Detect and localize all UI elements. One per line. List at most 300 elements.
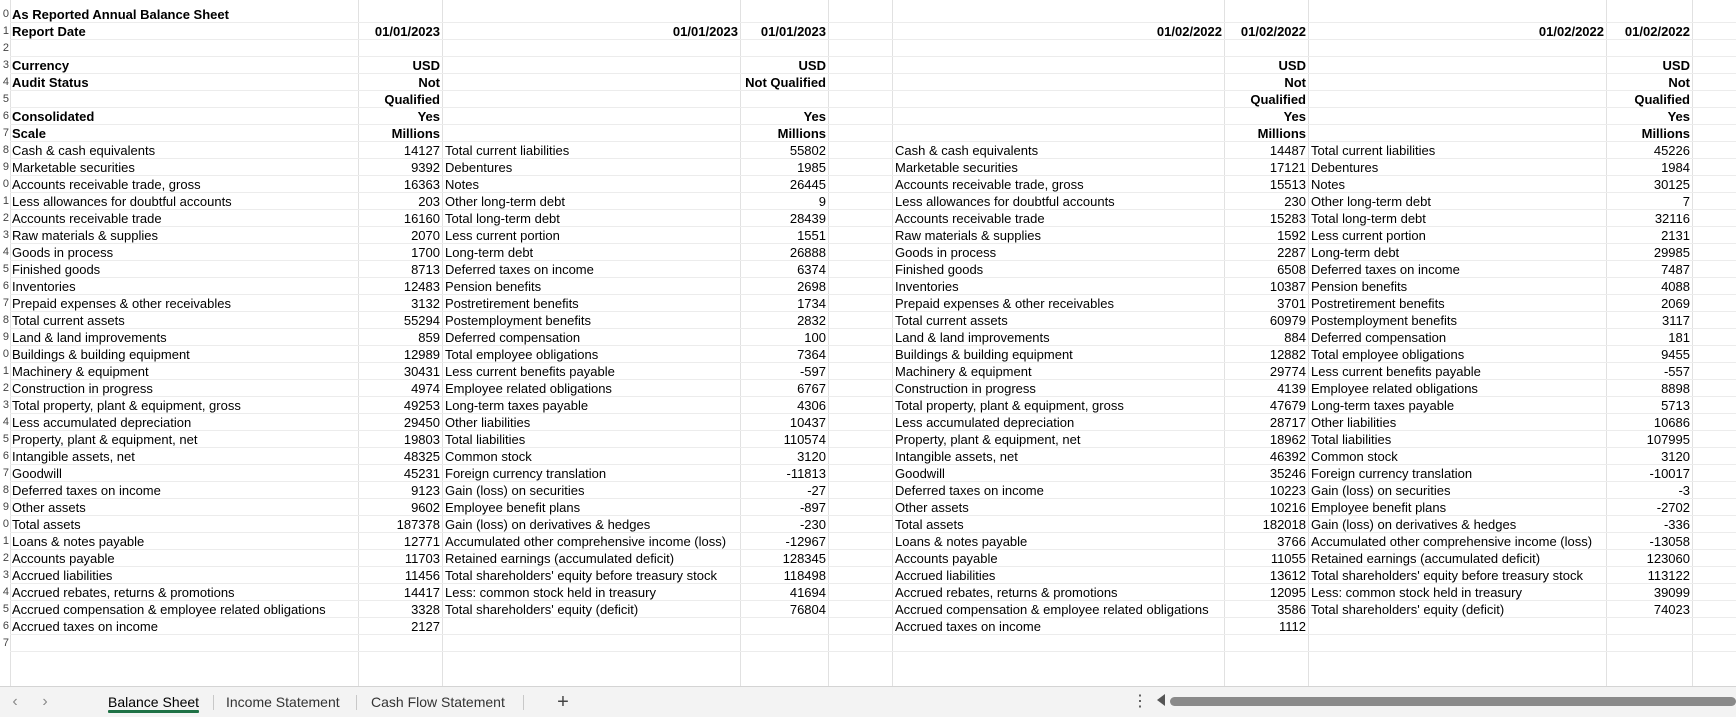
consolidated-2022-a[interactable]: Yes — [1283, 109, 1306, 124]
row-number[interactable]: 9 — [2, 161, 9, 173]
asset-value-2022-cell[interactable]: 29774 — [1269, 364, 1306, 379]
liability-value-2022-cell[interactable]: 30125 — [1653, 177, 1690, 192]
liability-label-2022-cell[interactable]: Employee benefit plans — [1311, 500, 1447, 515]
asset-value-2023-cell[interactable]: 16160 — [403, 211, 440, 226]
liability-label-cell[interactable]: Common stock — [445, 449, 532, 464]
liability-value-2023-cell[interactable]: 10437 — [789, 415, 826, 430]
asset-label-cell[interactable]: Raw materials & supplies — [12, 228, 158, 243]
asset-value-2022-cell[interactable]: 2287 — [1277, 245, 1306, 260]
liability-label-2022-cell[interactable]: Foreign currency translation — [1311, 466, 1473, 481]
asset-label-2022-cell[interactable]: Property, plant & equipment, net — [895, 432, 1081, 447]
asset-label-2022-cell[interactable]: Inventories — [895, 279, 959, 294]
asset-label-cell[interactable]: Construction in progress — [12, 381, 153, 396]
scale-2022-a[interactable]: Millions — [1257, 126, 1306, 141]
asset-value-2022-cell[interactable]: 14487 — [1269, 143, 1306, 158]
liability-label-2022-cell[interactable]: Gain (loss) on securities — [1311, 483, 1451, 498]
row-number[interactable]: 8 — [2, 484, 9, 496]
asset-value-2023-cell[interactable]: 19803 — [403, 432, 440, 447]
asset-label-2022-cell[interactable]: Accrued taxes on income — [895, 619, 1041, 634]
liability-label-cell[interactable]: Employee benefit plans — [445, 500, 581, 515]
currency-2022-b[interactable]: USD — [1662, 58, 1690, 73]
asset-label-2022-cell[interactable]: Finished goods — [895, 262, 984, 277]
liability-value-2022-cell[interactable]: 45226 — [1653, 143, 1690, 158]
liability-label-cell[interactable]: Less: common stock held in treasury — [445, 585, 656, 600]
asset-value-2023-cell[interactable]: 48325 — [403, 449, 440, 464]
liability-value-2023-cell[interactable]: 76804 — [789, 602, 826, 617]
row-number[interactable]: 2 — [2, 212, 9, 224]
audit-2023-b[interactable]: Not Qualified — [745, 75, 826, 90]
liability-label-2022-cell[interactable]: Other liabilities — [1311, 415, 1397, 430]
liability-label-cell[interactable]: Retained earnings (accumulated deficit) — [445, 551, 675, 566]
liability-value-2023-cell[interactable]: 41694 — [789, 585, 826, 600]
liability-value-2023-cell[interactable]: 6767 — [797, 381, 826, 396]
liability-label-cell[interactable]: Notes — [445, 177, 479, 192]
asset-label-2022-cell[interactable]: Prepaid expenses & other receivables — [895, 296, 1114, 311]
asset-value-2023-cell[interactable]: 30431 — [403, 364, 440, 379]
scroll-left-icon[interactable] — [1157, 694, 1165, 706]
liability-value-2023-cell[interactable]: 1734 — [797, 296, 826, 311]
row-number[interactable]: 1 — [2, 195, 9, 207]
row-number[interactable]: 5 — [2, 263, 9, 275]
asset-label-cell[interactable]: Loans & notes payable — [12, 534, 145, 549]
row-number[interactable]: 9 — [2, 331, 9, 343]
asset-value-2022-cell[interactable]: 3701 — [1277, 296, 1306, 311]
row-number[interactable]: 7 — [2, 297, 9, 309]
liability-label-2022-cell[interactable]: Less: common stock held in treasury — [1311, 585, 1522, 600]
liability-value-2023-cell[interactable]: 26888 — [789, 245, 826, 260]
consolidated-2022-b[interactable]: Yes — [1667, 109, 1690, 124]
asset-value-2023-cell[interactable]: 4974 — [411, 381, 440, 396]
scale-2022-b[interactable]: Millions — [1641, 126, 1690, 141]
liability-value-2023-cell[interactable]: 128345 — [782, 551, 826, 566]
row-number[interactable]: 2 — [2, 42, 9, 54]
row-number[interactable]: 5 — [2, 93, 9, 105]
asset-label-2022-cell[interactable]: Less allowances for doubtful accounts — [895, 194, 1115, 209]
asset-label-cell[interactable]: Accrued compensation & employee related obligations — [12, 602, 326, 617]
asset-value-2023-cell[interactable]: 11703 — [404, 551, 440, 566]
asset-value-2023-cell[interactable]: 859 — [418, 330, 440, 345]
audit-2022-a-not[interactable]: Not — [1284, 75, 1306, 90]
liability-label-cell[interactable]: Deferred compensation — [445, 330, 581, 345]
date-2022-col3[interactable]: 01/02/2022 — [1538, 24, 1604, 39]
row-number[interactable]: 5 — [2, 433, 9, 445]
asset-label-2022-cell[interactable]: Goodwill — [895, 466, 945, 481]
asset-label-2022-cell[interactable]: Marketable securities — [895, 160, 1018, 175]
asset-value-2022-cell[interactable]: 6508 — [1277, 262, 1306, 277]
asset-label-2022-cell[interactable]: Deferred taxes on income — [895, 483, 1044, 498]
asset-label-cell[interactable]: Buildings & building equipment — [12, 347, 190, 362]
add-sheet-button[interactable]: + — [557, 691, 569, 713]
date-2023-col3[interactable]: 01/01/2023 — [760, 24, 826, 39]
liability-value-2022-cell[interactable]: -10017 — [1649, 466, 1690, 481]
liability-value-2022-cell[interactable]: 9455 — [1661, 347, 1690, 362]
row-number[interactable]: 0 — [2, 8, 9, 20]
row-number[interactable]: 1 — [2, 25, 9, 37]
asset-label-cell[interactable]: Less allowances for doubtful accounts — [12, 194, 232, 209]
asset-label-cell[interactable]: Inventories — [12, 279, 76, 294]
liability-value-2022-cell[interactable]: 107995 — [1646, 432, 1690, 447]
liability-value-2022-cell[interactable]: 123060 — [1646, 551, 1690, 566]
liability-label-cell[interactable]: Total shareholders' equity before treasury stock — [445, 568, 718, 583]
asset-label-2022-cell[interactable]: Intangible assets, net — [895, 449, 1018, 464]
asset-label-cell[interactable]: Total current assets — [12, 313, 125, 328]
asset-value-2023-cell[interactable]: 11456 — [404, 568, 440, 583]
row-number[interactable]: 3 — [2, 399, 9, 411]
liability-label-cell[interactable]: Long-term debt — [445, 245, 534, 260]
scale-2023-a[interactable]: Millions — [391, 126, 440, 141]
asset-value-2022-cell[interactable]: 15283 — [1269, 211, 1306, 226]
liability-label-cell[interactable]: Total long-term debt — [445, 211, 560, 226]
asset-value-2023-cell[interactable]: 8713 — [411, 262, 440, 277]
liability-value-2023-cell[interactable]: 6374 — [797, 262, 826, 277]
date-2023-col1[interactable]: 01/01/2023 — [374, 24, 440, 39]
liability-value-2023-cell[interactable]: 118498 — [783, 568, 826, 583]
asset-value-2022-cell[interactable]: 12095 — [1269, 585, 1306, 600]
asset-label-cell[interactable]: Land & land improvements — [12, 330, 167, 345]
liability-value-2023-cell[interactable]: -597 — [799, 364, 826, 379]
liability-label-2022-cell[interactable]: Less current portion — [1311, 228, 1426, 243]
asset-label-cell[interactable]: Total assets — [12, 517, 81, 532]
liability-label-cell[interactable]: Other liabilities — [445, 415, 531, 430]
asset-value-2022-cell[interactable]: 46392 — [1269, 449, 1306, 464]
asset-label-2022-cell[interactable]: Goods in process — [895, 245, 997, 260]
liability-label-cell[interactable]: Postretirement benefits — [445, 296, 579, 311]
asset-label-cell[interactable]: Property, plant & equipment, net — [12, 432, 198, 447]
date-2022-col1[interactable]: 01/02/2022 — [1156, 24, 1222, 39]
liability-value-2022-cell[interactable]: 2131 — [1661, 228, 1690, 243]
row-number[interactable]: 3 — [2, 229, 9, 241]
liability-label-2022-cell[interactable]: Deferred taxes on income — [1311, 262, 1460, 277]
asset-value-2022-cell[interactable]: 28717 — [1269, 415, 1306, 430]
asset-value-2022-cell[interactable]: 182018 — [1262, 517, 1306, 532]
audit-2023-a-not[interactable]: Not — [418, 75, 440, 90]
asset-value-2023-cell[interactable]: 55294 — [403, 313, 440, 328]
liability-label-cell[interactable]: Postemployment benefits — [445, 313, 591, 328]
row-number[interactable]: 5 — [2, 603, 9, 615]
asset-label-2022-cell[interactable]: Accounts receivable trade — [895, 211, 1045, 226]
liability-value-2023-cell[interactable]: 26445 — [789, 177, 826, 192]
asset-value-2023-cell[interactable]: 9602 — [411, 500, 440, 515]
tab-cash-flow-statement[interactable] — [359, 687, 517, 717]
asset-value-2022-cell[interactable]: 230 — [1284, 194, 1306, 209]
liability-value-2023-cell[interactable]: 2698 — [797, 279, 826, 294]
row-number[interactable]: 9 — [2, 501, 9, 513]
liability-label-cell[interactable]: Total shareholders' equity (deficit) — [445, 602, 639, 617]
asset-label-cell[interactable]: Less accumulated depreciation — [12, 415, 192, 430]
row-number[interactable]: 6 — [2, 450, 9, 462]
asset-label-cell[interactable]: Cash & cash equivalents — [12, 143, 156, 158]
asset-value-2023-cell[interactable]: 16363 — [403, 177, 440, 192]
asset-label-2022-cell[interactable]: Accounts payable — [895, 551, 998, 566]
liability-label-cell[interactable]: Accumulated other comprehensive income (loss) — [445, 534, 727, 549]
liability-label-cell[interactable]: Less current portion — [445, 228, 560, 243]
asset-label-cell[interactable]: Accounts payable — [12, 551, 115, 566]
liability-label-2022-cell[interactable]: Employee related obligations — [1311, 381, 1478, 396]
row-number[interactable]: 2 — [2, 382, 9, 394]
row-number[interactable]: 1 — [2, 535, 9, 547]
asset-label-cell[interactable]: Accrued taxes on income — [12, 619, 158, 634]
liability-value-2022-cell[interactable]: 113122 — [1647, 568, 1690, 583]
row-number[interactable]: 6 — [2, 110, 9, 122]
liability-label-2022-cell[interactable]: Total shareholders' equity before treasury stock — [1311, 568, 1584, 583]
liability-label-2022-cell[interactable]: Deferred compensation — [1311, 330, 1447, 345]
asset-label-2022-cell[interactable]: Land & land improvements — [895, 330, 1050, 345]
scale-2023-b[interactable]: Millions — [777, 126, 826, 141]
asset-label-cell[interactable]: Finished goods — [12, 262, 101, 277]
asset-value-2023-cell[interactable]: 14417 — [403, 585, 440, 600]
currency-2023-a[interactable]: USD — [412, 58, 440, 73]
liability-value-2023-cell[interactable]: 4306 — [797, 398, 826, 413]
asset-value-2023-cell[interactable]: 2070 — [411, 228, 440, 243]
asset-value-2022-cell[interactable]: 10216 — [1269, 500, 1306, 515]
consolidated-2023-b[interactable]: Yes — [803, 109, 826, 124]
liability-value-2023-cell[interactable]: 3120 — [797, 449, 826, 464]
liability-value-2022-cell[interactable]: 5713 — [1661, 398, 1690, 413]
date-2023-col2[interactable]: 01/01/2023 — [672, 24, 738, 39]
row-number[interactable]: 7 — [2, 127, 9, 139]
liability-label-2022-cell[interactable]: Long-term taxes payable — [1311, 398, 1455, 413]
liability-label-cell[interactable]: Pension benefits — [445, 279, 542, 294]
row-number[interactable]: 3 — [2, 59, 9, 71]
row-number[interactable]: 6 — [2, 620, 9, 632]
row-number[interactable]: 6 — [2, 280, 9, 292]
liability-label-2022-cell[interactable]: Notes — [1311, 177, 1345, 192]
date-2022-col2[interactable]: 01/02/2022 — [1240, 24, 1306, 39]
asset-value-2023-cell[interactable]: 12989 — [403, 347, 440, 362]
liability-label-2022-cell[interactable]: Less current benefits payable — [1311, 364, 1481, 379]
liability-value-2022-cell[interactable]: -13058 — [1649, 534, 1690, 549]
liability-value-2022-cell[interactable]: 32116 — [1654, 211, 1690, 226]
row-number[interactable]: 4 — [2, 586, 9, 598]
asset-label-cell[interactable]: Prepaid expenses & other receivables — [12, 296, 231, 311]
asset-label-2022-cell[interactable]: Accrued rebates, returns & promotions — [895, 585, 1118, 600]
asset-label-2022-cell[interactable]: Total current assets — [895, 313, 1008, 328]
row-number[interactable]: 7 — [2, 637, 9, 649]
liability-value-2022-cell[interactable]: 39099 — [1653, 585, 1690, 600]
asset-value-2023-cell[interactable]: 3328 — [411, 602, 440, 617]
asset-value-2022-cell[interactable]: 1112 — [1279, 619, 1306, 634]
liability-value-2022-cell[interactable]: 8898 — [1661, 381, 1690, 396]
liability-value-2023-cell[interactable]: 9 — [818, 194, 826, 209]
asset-value-2023-cell[interactable]: 45231 — [403, 466, 440, 481]
currency-2023-b[interactable]: USD — [798, 58, 826, 73]
asset-label-cell[interactable]: Accrued liabilities — [12, 568, 113, 583]
asset-value-2023-cell[interactable]: 203 — [418, 194, 440, 209]
row-number[interactable]: 4 — [2, 76, 9, 88]
liability-value-2022-cell[interactable]: 3120 — [1661, 449, 1690, 464]
liability-label-2022-cell[interactable]: Total current liabilities — [1311, 143, 1436, 158]
row-number[interactable]: 0 — [2, 348, 9, 360]
date-2022-col4[interactable]: 01/02/2022 — [1624, 24, 1690, 39]
asset-label-cell[interactable]: Goodwill — [12, 466, 62, 481]
liability-label-cell[interactable]: Gain (loss) on securities — [445, 483, 585, 498]
asset-label-2022-cell[interactable]: Cash & cash equivalents — [895, 143, 1039, 158]
asset-label-2022-cell[interactable]: Buildings & building equipment — [895, 347, 1073, 362]
asset-label-cell[interactable]: Machinery & equipment — [12, 364, 149, 379]
liability-value-2023-cell[interactable]: 100 — [804, 330, 826, 345]
asset-value-2022-cell[interactable]: 4139 — [1277, 381, 1306, 396]
liability-label-cell[interactable]: Other long-term debt — [445, 194, 565, 209]
asset-value-2023-cell[interactable]: 49253 — [403, 398, 440, 413]
horizontal-scrollbar[interactable] — [1170, 697, 1736, 706]
asset-value-2022-cell[interactable]: 35246 — [1269, 466, 1306, 481]
asset-label-2022-cell[interactable]: Accrued liabilities — [895, 568, 996, 583]
asset-value-2022-cell[interactable]: 10223 — [1269, 483, 1306, 498]
liability-label-cell[interactable]: Less current benefits payable — [445, 364, 615, 379]
liability-label-2022-cell[interactable]: Pension benefits — [1311, 279, 1408, 294]
currency-2022-a[interactable]: USD — [1278, 58, 1306, 73]
tab-scroll-left-icon[interactable]: ‹ — [12, 693, 18, 710]
asset-label-2022-cell[interactable]: Total assets — [895, 517, 964, 532]
row-number[interactable]: 4 — [2, 416, 9, 428]
liability-label-cell[interactable]: Debentures — [445, 160, 513, 175]
liability-value-2023-cell[interactable]: 7364 — [797, 347, 826, 362]
more-options-icon[interactable]: ⋮ — [1132, 693, 1148, 710]
liability-label-2022-cell[interactable]: Total shareholders' equity (deficit) — [1311, 602, 1505, 617]
asset-value-2022-cell[interactable]: 11055 — [1270, 551, 1306, 566]
asset-label-2022-cell[interactable]: Accrued compensation & employee related obligations — [895, 602, 1209, 617]
row-number[interactable]: 8 — [2, 314, 9, 326]
asset-value-2023-cell[interactable]: 1700 — [411, 245, 440, 260]
liability-value-2022-cell[interactable]: 7487 — [1661, 262, 1690, 277]
liability-value-2022-cell[interactable]: 7 — [1682, 194, 1690, 209]
liability-value-2023-cell[interactable]: -11813 — [786, 466, 826, 481]
asset-label-cell[interactable]: Intangible assets, net — [12, 449, 135, 464]
liability-label-2022-cell[interactable]: Accumulated other comprehensive income (loss) — [1311, 534, 1593, 549]
row-number[interactable]: 4 — [2, 246, 9, 258]
asset-value-2022-cell[interactable]: 13612 — [1269, 568, 1306, 583]
liability-label-cell[interactable]: Total liabilities — [445, 432, 526, 447]
liability-value-2023-cell[interactable]: -230 — [799, 517, 826, 532]
liability-label-2022-cell[interactable]: Long-term debt — [1311, 245, 1400, 260]
asset-value-2022-cell[interactable]: 12882 — [1269, 347, 1306, 362]
asset-value-2022-cell[interactable]: 3586 — [1277, 602, 1306, 617]
liability-label-2022-cell[interactable]: Total long-term debt — [1311, 211, 1426, 226]
liability-value-2022-cell[interactable]: 3117 — [1662, 313, 1690, 328]
asset-value-2022-cell[interactable]: 884 — [1284, 330, 1306, 345]
asset-value-2023-cell[interactable]: 12483 — [403, 279, 440, 294]
liability-label-2022-cell[interactable]: Postretirement benefits — [1311, 296, 1445, 311]
liability-value-2022-cell[interactable]: 2069 — [1661, 296, 1690, 311]
liability-value-2022-cell[interactable]: 181 — [1668, 330, 1690, 345]
row-number[interactable]: 3 — [2, 569, 9, 581]
liability-value-2023-cell[interactable]: 1985 — [797, 160, 826, 175]
liability-value-2022-cell[interactable]: -336 — [1663, 517, 1690, 532]
tab-balance-sheet[interactable] — [96, 687, 211, 717]
liability-value-2022-cell[interactable]: 1984 — [1661, 160, 1690, 175]
liability-label-2022-cell[interactable]: Gain (loss) on derivatives & hedges — [1311, 517, 1517, 532]
liability-label-cell[interactable]: Gain (loss) on derivatives & hedges — [445, 517, 651, 532]
asset-label-cell[interactable]: Accounts receivable trade — [12, 211, 162, 226]
asset-label-2022-cell[interactable]: Machinery & equipment — [895, 364, 1032, 379]
asset-label-2022-cell[interactable]: Less accumulated depreciation — [895, 415, 1075, 430]
row-number[interactable]: 0 — [2, 178, 9, 190]
asset-label-cell[interactable]: Accrued rebates, returns & promotions — [12, 585, 235, 600]
asset-value-2023-cell[interactable]: 29450 — [403, 415, 440, 430]
liability-value-2022-cell[interactable]: -2702 — [1656, 500, 1690, 515]
row-number[interactable]: 7 — [2, 467, 9, 479]
consolidated-2023-a[interactable]: Yes — [417, 109, 440, 124]
asset-value-2023-cell[interactable]: 9392 — [411, 160, 440, 175]
asset-value-2023-cell[interactable]: 3132 — [411, 296, 440, 311]
asset-value-2023-cell[interactable]: 187378 — [396, 517, 440, 532]
asset-label-2022-cell[interactable]: Accounts receivable trade, gross — [895, 177, 1084, 192]
liability-label-2022-cell[interactable]: Total employee obligations — [1311, 347, 1465, 362]
asset-label-2022-cell[interactable]: Construction in progress — [895, 381, 1036, 396]
liability-value-2023-cell[interactable]: -897 — [799, 500, 826, 515]
liability-label-2022-cell[interactable]: Total liabilities — [1311, 432, 1392, 447]
liability-label-2022-cell[interactable]: Common stock — [1311, 449, 1398, 464]
asset-value-2023-cell[interactable]: 14127 — [403, 143, 440, 158]
asset-label-cell[interactable]: Marketable securities — [12, 160, 135, 175]
asset-label-cell[interactable]: Accounts receivable trade, gross — [12, 177, 201, 192]
asset-label-cell[interactable]: Goods in process — [12, 245, 114, 260]
asset-value-2022-cell[interactable]: 47679 — [1269, 398, 1306, 413]
liability-label-cell[interactable]: Long-term taxes payable — [445, 398, 589, 413]
liability-value-2022-cell[interactable]: 4088 — [1661, 279, 1690, 294]
liability-value-2023-cell[interactable]: 28439 — [789, 211, 826, 226]
tab-income-statement[interactable] — [214, 687, 352, 717]
liability-value-2023-cell[interactable]: -12967 — [785, 534, 826, 549]
liability-value-2022-cell[interactable]: -3 — [1678, 483, 1690, 498]
liability-label-cell[interactable]: Foreign currency translation — [445, 466, 607, 481]
audit-2022-b-not[interactable]: Not — [1668, 75, 1690, 90]
row-number[interactable]: 2 — [2, 552, 9, 564]
liability-label-cell[interactable]: Deferred taxes on income — [445, 262, 594, 277]
liability-value-2023-cell[interactable]: 55802 — [789, 143, 826, 158]
asset-label-cell[interactable]: Deferred taxes on income — [12, 483, 161, 498]
row-number[interactable]: 1 — [2, 365, 9, 377]
asset-label-2022-cell[interactable]: Raw materials & supplies — [895, 228, 1041, 243]
liability-value-2022-cell[interactable]: 74023 — [1653, 602, 1690, 617]
asset-value-2022-cell[interactable]: 60979 — [1269, 313, 1306, 328]
liability-value-2023-cell[interactable]: 1551 — [797, 228, 826, 243]
asset-label-cell[interactable]: Other assets — [12, 500, 86, 515]
row-number[interactable]: 0 — [2, 518, 9, 530]
liability-value-2022-cell[interactable]: 10686 — [1653, 415, 1690, 430]
row-number[interactable]: 8 — [2, 144, 9, 156]
row-gridline — [10, 73, 1736, 74]
liability-value-2023-cell[interactable]: 110574 — [783, 432, 826, 447]
asset-label-cell[interactable]: Total property, plant & equipment, gross — [12, 398, 241, 413]
liability-value-2023-cell[interactable]: 2832 — [797, 313, 826, 328]
asset-value-2023-cell[interactable]: 9123 — [411, 483, 440, 498]
asset-value-2022-cell[interactable]: 10387 — [1269, 279, 1306, 294]
asset-label-2022-cell[interactable]: Loans & notes payable — [895, 534, 1028, 549]
asset-value-2022-cell[interactable]: 15513 — [1269, 177, 1306, 192]
liability-label-2022-cell[interactable]: Other long-term debt — [1311, 194, 1431, 209]
asset-label-2022-cell[interactable]: Total property, plant & equipment, gross — [895, 398, 1124, 413]
liability-value-2022-cell[interactable]: 29985 — [1653, 245, 1690, 260]
asset-value-2022-cell[interactable]: 1592 — [1277, 228, 1306, 243]
asset-value-2022-cell[interactable]: 17121 — [1269, 160, 1306, 175]
asset-value-2022-cell[interactable]: 18962 — [1269, 432, 1306, 447]
asset-value-2023-cell[interactable]: 2127 — [411, 619, 440, 634]
liability-label-cell[interactable]: Total employee obligations — [445, 347, 599, 362]
row-gridline — [10, 243, 1736, 244]
liability-label-2022-cell[interactable]: Postemployment benefits — [1311, 313, 1457, 328]
asset-value-2023-cell[interactable]: 12771 — [403, 534, 440, 549]
liability-value-2022-cell[interactable]: -557 — [1663, 364, 1690, 379]
liability-label-cell[interactable]: Employee related obligations — [445, 381, 612, 396]
liability-label-2022-cell[interactable]: Retained earnings (accumulated deficit) — [1311, 551, 1541, 566]
tab-scroll-right-icon[interactable]: › — [42, 693, 48, 710]
asset-value-2022-cell[interactable]: 3766 — [1277, 534, 1306, 549]
liability-label-cell[interactable]: Total current liabilities — [445, 143, 570, 158]
asset-label-2022-cell[interactable]: Other assets — [895, 500, 969, 515]
liability-value-2023-cell[interactable]: -27 — [807, 483, 826, 498]
liability-label-2022-cell[interactable]: Debentures — [1311, 160, 1379, 175]
